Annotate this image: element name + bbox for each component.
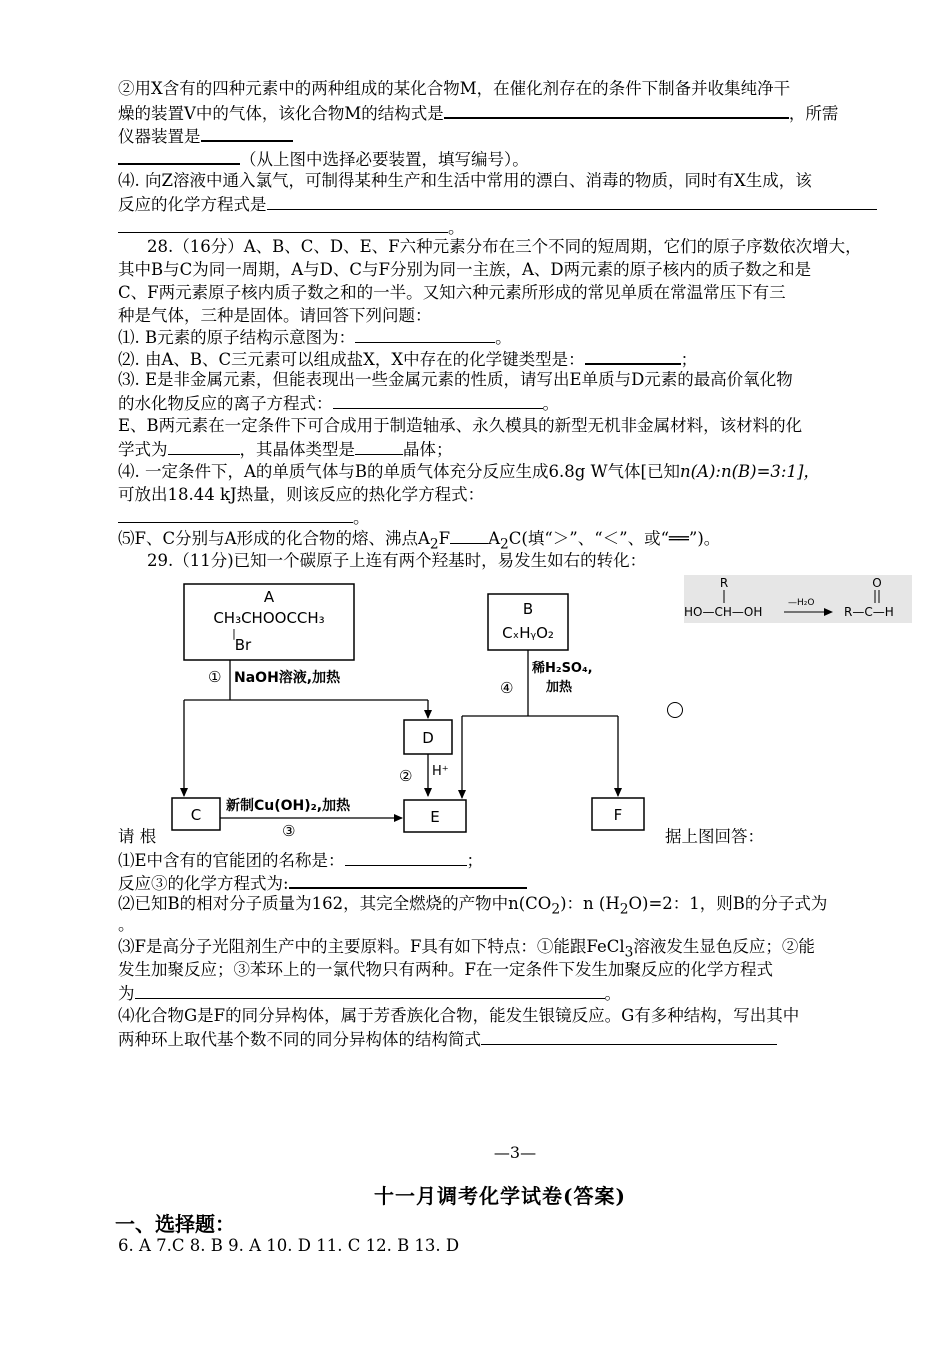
blank[interactable]	[481, 1028, 777, 1045]
diol-dehydration-scheme	[684, 575, 912, 623]
blank[interactable]	[333, 392, 543, 409]
text-line: 反应的化学方程式是	[118, 193, 877, 216]
text-line: ⑶. E是非金属元素，但能表现出一些金属元素的性质，请写出E单质与D元素的最高价氧化物	[118, 370, 793, 389]
blank[interactable]	[355, 438, 403, 455]
blank[interactable]	[444, 101, 789, 119]
text-line: 发生加聚反应；③苯环上的一氯代物只有两种。F在一定条件下发生加聚反应的化学方程式	[118, 960, 773, 979]
text-line: 据上图回答：	[665, 827, 764, 846]
box-b-title: B	[522, 600, 534, 618]
reaction-flow-diagram	[170, 578, 670, 838]
diol-formula: HO—CH—OH	[684, 605, 763, 619]
text-line: C、F两元素原子核内质子数之和的一半。又知六种元素所形成的常见单质在常温常压下有三	[118, 283, 786, 302]
blank[interactable]	[355, 326, 495, 343]
step-2-number: ②	[399, 767, 413, 785]
text-line: 仪器装置是	[118, 124, 293, 148]
oxygen-top: O	[872, 576, 882, 590]
text-line: 请 根	[118, 827, 157, 846]
box-c-label: C	[190, 806, 202, 824]
box-a-title: A	[263, 588, 275, 606]
answer-list: 6. A 7.C 8. B 9. A 10. D 11. C 12. B 13. D	[118, 1236, 460, 1255]
blank[interactable]	[168, 438, 240, 455]
blank[interactable]	[118, 216, 448, 233]
text-line: ⑵已知B的相对分子质量为162，其完全燃烧的产物中$n(CO_2)$：n $(H_2O)=2$：1，则B的分子式为	[118, 894, 828, 918]
text-line: ②用X含有的四种元素中的两种组成的某化合物M，在催化剂存在的条件下制备并收集纯净干	[118, 79, 791, 98]
box-d-label: D	[422, 729, 434, 747]
small-circle-mark	[667, 702, 683, 718]
box-b-formula: CₓHᵧO₂	[502, 624, 554, 642]
step-4-condition-2: 加热	[546, 680, 573, 695]
arrow-label: —H₂O	[788, 598, 815, 608]
question-29: 29.（11分)已知一个碳原子上连有两个羟基时，易发生如右的转化：	[147, 551, 647, 570]
text-line: ⑶F是高分子光阻剂生产中的主要原料。F具有如下特点：①能跟FeCl$_3$溶液发生显色反应；②能	[118, 937, 815, 961]
text-line: ⑴. B元素的原子结构示意图为： 。	[118, 328, 512, 347]
text-line: ⑷. 一定条件下，A的单质气体与B的单质气体充分反应生成6.8g W气体[已知n(A):n(B)=3:1]，	[118, 462, 820, 481]
text-line: 为 。	[118, 984, 621, 1003]
text-line: E、B两元素在一定条件下可合成用于制造轴承、永久模具的新型无机非金属材料，该材料的化	[118, 416, 803, 435]
text-line: 种是气体，三种是固体。请回答下列问题：	[118, 306, 432, 325]
text-line: ⑸F、C分别与A形成的化合物的熔、沸点$A_2F$ $A_2C$(填“＞”、“＜”、或“══”)。	[118, 529, 721, 553]
step-3-number: ③	[282, 822, 296, 838]
step-4-condition-1: 稀H₂SO₄,	[532, 661, 593, 676]
blank[interactable]	[118, 506, 353, 523]
blank[interactable]	[267, 193, 877, 210]
blank[interactable]	[345, 849, 467, 866]
box-f-label: F	[613, 806, 623, 824]
step-1-number: ①	[208, 668, 222, 686]
blank[interactable]	[201, 124, 293, 142]
text-line: 。	[118, 915, 135, 934]
step-4-number: ④	[500, 679, 514, 697]
blank[interactable]	[585, 347, 681, 365]
box-a-formula: CH₃CHOOCCH₃	[213, 609, 325, 627]
blank[interactable]	[289, 871, 527, 889]
step-3-condition: 新制Cu(OH)₂,加热	[226, 798, 351, 814]
text-line: 的水化物反应的离子方程式： 。	[118, 394, 559, 413]
text-line: 两种环上取代基个数不同的同分异构体的结构简式	[118, 1028, 777, 1051]
text-line: ⑷. 向Z溶液中通入氯气，可制得某种生产和生活中常用的漂白、消毒的物质，同时有X生成，该	[118, 171, 812, 190]
text-line: ⑷化合物G是F的同分异构体，属于芳香族化合物，能发生银镜反应。G有多种结构，写出其中	[118, 1006, 800, 1025]
section-heading: 一、选择题：	[115, 1212, 235, 1236]
text-line: 可放出18.44 kJ热量，则该反应的热化学方程式：	[118, 485, 485, 504]
box-a-sub: Br	[234, 636, 252, 654]
text-line: ⑵. 由A、B、C三元素可以组成盐X，X中存在的化学键类型是： ；	[118, 347, 697, 371]
blank[interactable]	[135, 982, 605, 999]
blank[interactable]	[450, 527, 488, 544]
r-group-top: R	[719, 576, 729, 590]
text-line: 反应③的化学方程式为:	[118, 871, 527, 895]
text-line: 。	[118, 506, 370, 529]
text-line: 其中B与C为同一周期，A与D、C与F分别为同一主族，A、D两元素的原子核内的质子数之和是	[118, 260, 812, 279]
answer-key-title: 十一月调考化学试卷(答案)	[374, 1184, 626, 1208]
text-line: 。	[118, 216, 465, 239]
aldehyde-formula: R—C—H	[844, 605, 894, 619]
text-line: （从上图中选择必要装置，填写编号）。	[118, 147, 529, 171]
text-line: 学式为 ，其晶体类型是 晶体；	[118, 440, 453, 459]
page-number: —3—	[493, 1143, 537, 1162]
step-1-condition: NaOH溶液,加热	[234, 670, 341, 686]
text-line: ⑴E中含有的官能团的名称是： ；	[118, 851, 484, 870]
box-a-bond: |	[232, 627, 236, 640]
question-28: 28.（16分）A、B、C、D、E、F六种元素分布在三个不同的短周期，它们的原子序数依次增大，	[147, 237, 862, 256]
text-line: 燥的装置Ⅴ中的气体，该化合物M的结构式是 ，所需	[118, 101, 838, 125]
box-e-label: E	[430, 808, 440, 826]
step-2-condition: H⁺	[432, 764, 449, 779]
blank[interactable]	[118, 147, 240, 165]
